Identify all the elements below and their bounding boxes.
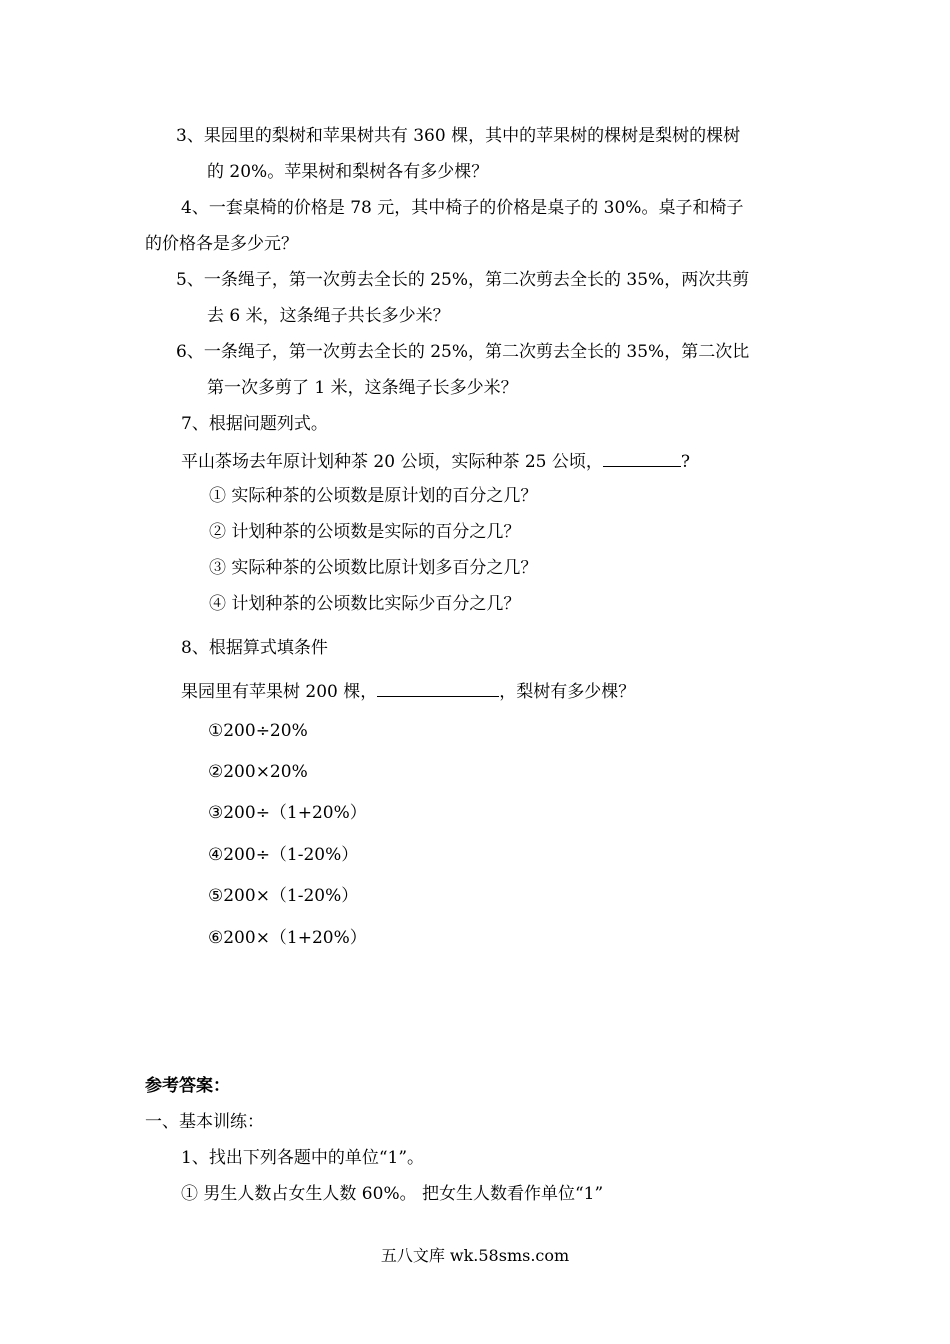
question-8-stem-text: 果园里有苹果树 200 棵， — [181, 682, 378, 702]
question-5-line-1: 5、一条绳子，第一次剪去全长的 25%，第二次剪去全长的 35%，两次共剪 — [176, 270, 750, 290]
question-7-option-4: ④ 计划种茶的公顷数比实际少百分之几？ — [209, 594, 521, 614]
question-4-line-2: 的价格各是多少元？ — [145, 234, 298, 254]
answers-heading: 参考答案： — [145, 1076, 230, 1096]
answers-item-1-sub-1: ① 男生人数占女生人数 60%。 把女生人数看作单位“1” — [181, 1184, 604, 1204]
question-7-stem — [181, 448, 690, 472]
question-8-fill-blank[interactable] — [377, 678, 499, 697]
answers-item-1-title: 1、找出下列各题中的单位“1”。 — [181, 1148, 425, 1168]
question-7-option-3: ③ 实际种茶的公顷数比原计划多百分之几？ — [209, 558, 538, 578]
question-7-option-1: ① 实际种茶的公顷数是原计划的百分之几？ — [209, 486, 538, 506]
question-8-option-1: ①200÷20% — [208, 721, 308, 741]
question-7-fill-blank[interactable] — [603, 448, 681, 467]
question-8-option-6: ⑥200×（1+20%） — [208, 928, 367, 948]
question-6-line-1: 6、一条绳子，第一次剪去全长的 25%，第二次剪去全长的 35%，第二次比 — [176, 342, 750, 362]
question-5-line-2: 去 6 米，这条绳子共长多少米？ — [207, 306, 450, 326]
page-footer: 五八文库 wk.58sms.com — [380, 1246, 570, 1265]
question-8-stem — [181, 678, 635, 702]
question-8-option-4: ④200÷（1-20%） — [208, 845, 359, 865]
answers-section-1: 一、基本训练： — [145, 1112, 264, 1132]
question-8-title: 8、根据算式填条件 — [181, 638, 328, 658]
question-4-line-1: 4、一套桌椅的价格是 78 元，其中椅子的价格是桌子的 30%。桌子和椅子 — [181, 198, 744, 218]
question-3-line-1: 3、果园里的梨树和苹果树共有 360 棵，其中的苹果树的棵树是梨树的棵树 — [176, 126, 741, 146]
question-8-option-2: ②200×20% — [208, 762, 308, 782]
question-8-option-5: ⑤200×（1-20%） — [208, 886, 359, 906]
question-7-stem-end: ? — [680, 452, 691, 472]
question-7-stem-text: 平山茶场去年原计划种茶 20 公顷，实际种茶 25 公顷， — [181, 452, 603, 472]
question-8-stem-end: ，梨树有多少棵？ — [499, 682, 636, 702]
question-6-line-2: 第一次多剪了 1 米，这条绳子长多少米？ — [207, 378, 518, 398]
question-7-title: 7、根据问题列式。 — [181, 414, 328, 434]
question-3-line-2: 的 20%。苹果树和梨树各有多少棵？ — [207, 162, 489, 182]
question-7-option-2: ② 计划种茶的公顷数是实际的百分之几？ — [209, 522, 521, 542]
question-8-option-3: ③200÷（1+20%） — [208, 803, 367, 823]
